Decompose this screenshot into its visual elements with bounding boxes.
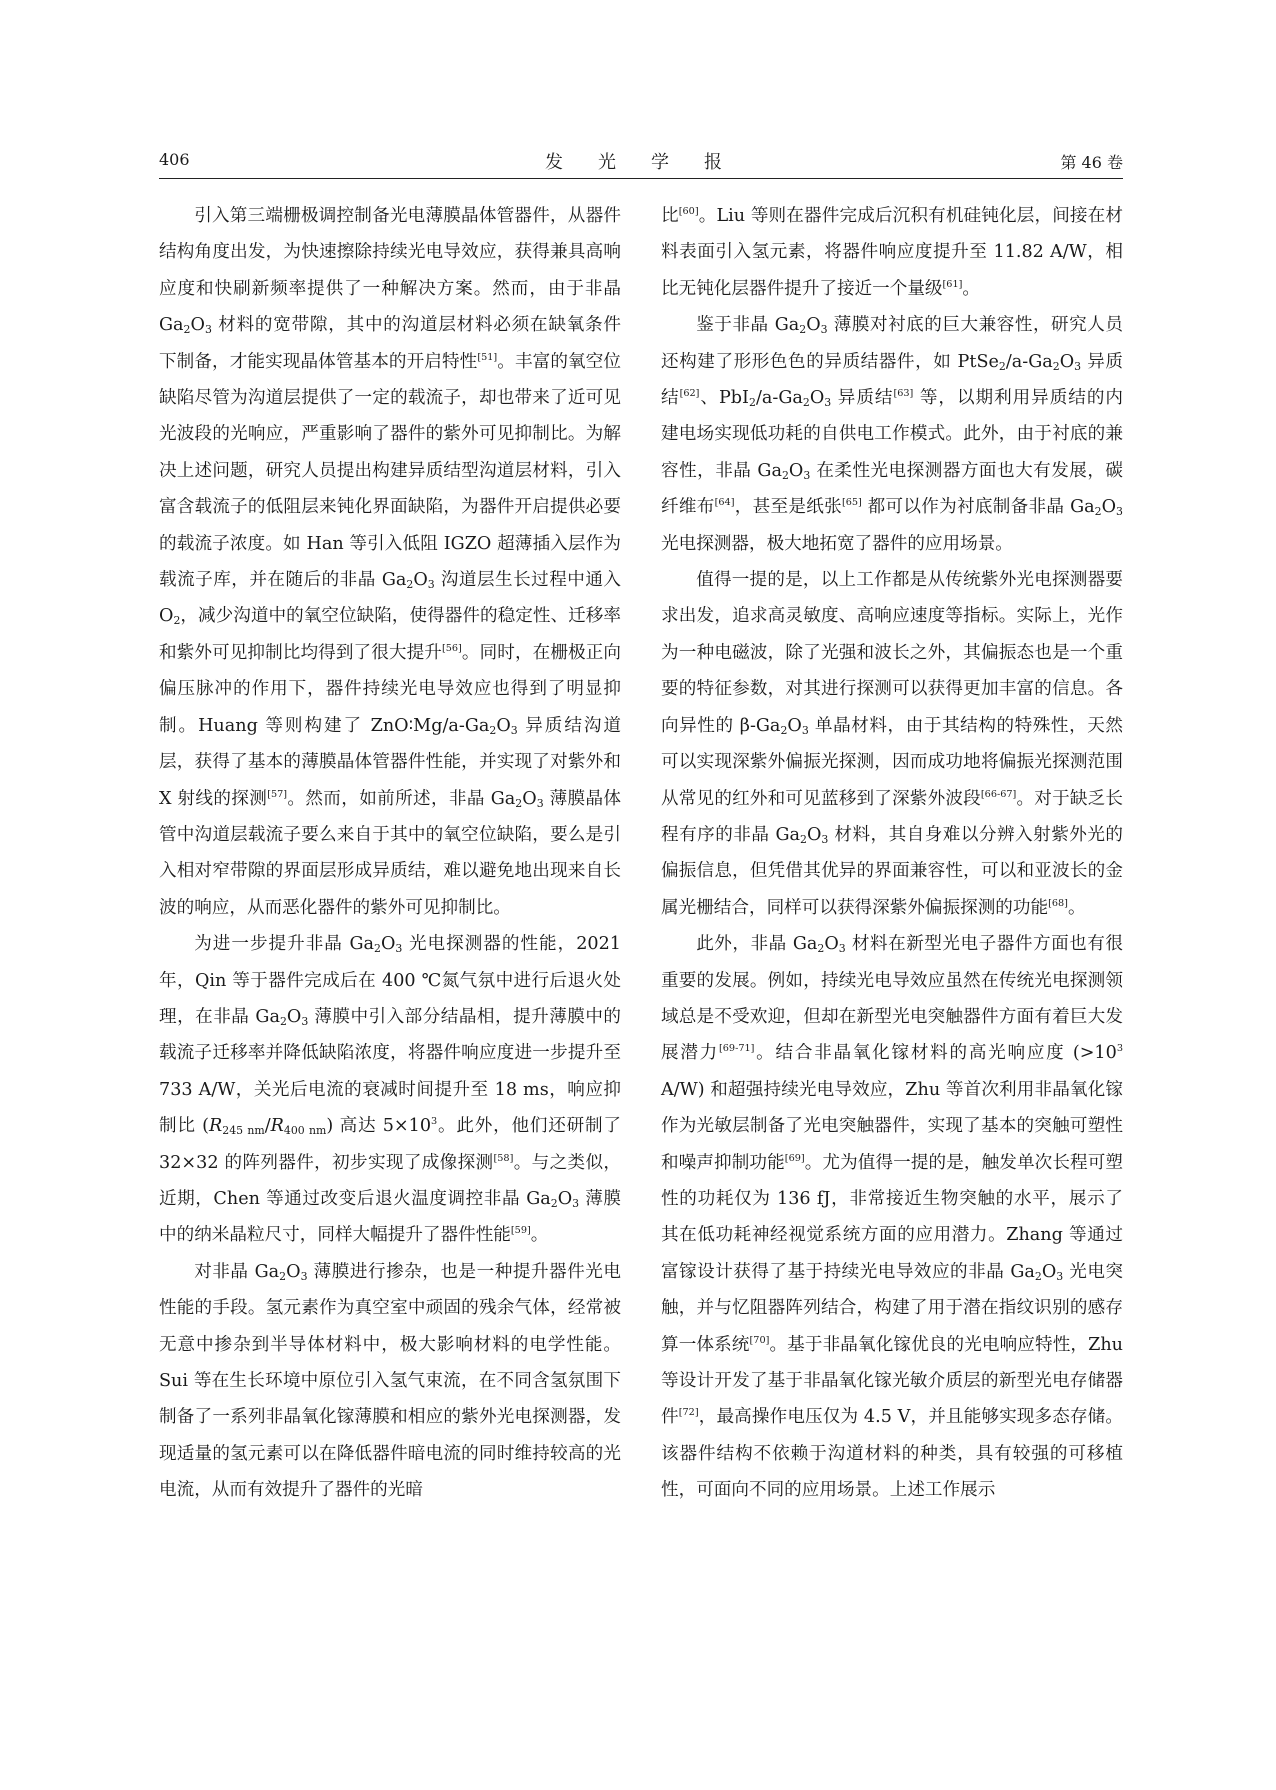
text-run: O bbox=[806, 315, 821, 336]
subscript: 2 bbox=[1094, 505, 1102, 519]
superscript: [63] bbox=[893, 387, 914, 399]
superscript: [51] bbox=[477, 351, 498, 363]
subscript: 3 bbox=[510, 723, 518, 737]
subscript: 2 bbox=[799, 323, 807, 337]
superscript: [61] bbox=[942, 278, 963, 290]
text-run: 。此外，他们还研制了 32×32 的阵列器件，初步实现了成像探测 bbox=[159, 1116, 621, 1173]
subscript: 2 bbox=[749, 396, 756, 410]
superscript: 3 bbox=[1116, 1043, 1123, 1055]
text-run: 薄膜进行掺杂，也是一种提升器件光电性能的手段。氢元素作为真空室中顽固的残余气体，经常被无意中掺杂到半导体材料中，极大影响材料的电学性能。Sui 等在生长环境中原位引入氢气束流，在不同含氢氛围下制备了一系列非晶氧化镓薄膜和相应的紫外光电探测器，发现适量的氢元素可以在降低器件暗电流的同时维持较高的光电流，从而有效提升了器件的光暗 bbox=[159, 1261, 621, 1501]
text-run: 异质结 bbox=[831, 388, 894, 409]
subscript: 2 bbox=[279, 1269, 287, 1283]
page-number: 406 bbox=[159, 150, 190, 169]
subscript: 3 bbox=[803, 468, 811, 482]
text-run: /a-Ga bbox=[755, 388, 803, 409]
subscript: 2 bbox=[279, 1014, 287, 1028]
text-run: 材料在新型光电子器件方面也有很重要的发展。例如，持续光电导效应虽然在传统光电探测领域总是不受欢迎，但却在新型光电突触器件方面有着巨大发展潜力 bbox=[661, 934, 1123, 1064]
text-run: O bbox=[1101, 497, 1117, 518]
subscript: 2 bbox=[800, 832, 807, 846]
text-run: A/W) 和超强持续光电导效应，Zhu 等首次利用非晶氧化镓作为光敏层制备了光电突触器件，实现了基本的突触可塑性和噪声抑制功能 bbox=[661, 1079, 1123, 1173]
subscript: 3 bbox=[427, 578, 435, 592]
subscript: 3 bbox=[300, 1269, 308, 1283]
subscript: 2 bbox=[802, 396, 810, 410]
subscript: 3 bbox=[204, 323, 212, 337]
volume-label: 第 46 卷 bbox=[1060, 153, 1123, 172]
text-run: 、PbI bbox=[699, 388, 749, 409]
superscript: [69] bbox=[784, 1152, 805, 1164]
text-run: 都可以作为衬底制备非晶 Ga bbox=[861, 497, 1095, 518]
text-run: 沟道层生长过程中通入 O bbox=[159, 570, 622, 627]
superscript: [72] bbox=[678, 1407, 699, 1419]
body-paragraph bbox=[661, 198, 1123, 307]
italic-symbol: R bbox=[209, 1116, 223, 1137]
text-run: O bbox=[788, 460, 804, 481]
subscript: 2 bbox=[489, 723, 497, 737]
subscript: 3 bbox=[801, 723, 809, 737]
subscript: 3 bbox=[1056, 1269, 1064, 1283]
superscript: 3 bbox=[431, 1115, 438, 1127]
text-run: 单晶材料，由于其结构的特殊性，天然可以实现深紫外偏振光探测，因而成功地将偏振光探测范围从常见的红外和可见蓝移到了深紫外波段 bbox=[661, 715, 1123, 809]
text-run: 异质结 bbox=[661, 351, 1124, 409]
text-run: O bbox=[496, 715, 511, 736]
text-run: 。丰富的氧空位缺陷尽管为沟道层提供了一定的载流子，却也带来了近可见光波段的光响应，严重影响了器件的紫外可见抑制比。为解决上述问题，研究人员提出构建异质结型沟道层材料，引入富含载流子的低阻层来钝化界面缺陷，为器件开启提供必要的载流子浓度。如 Han 等引入低阻 IGZO 超薄插入层作为载流子库，并在随后的非晶 Ga bbox=[159, 351, 621, 591]
text-run: 。基于非晶氧化镓优良的光电响应特性，Zhu 等设计开发了基于非晶氧化镓光敏介质层的新型光电存储器件 bbox=[661, 1334, 1123, 1428]
text-run: ，甚至是纸张 bbox=[734, 497, 842, 518]
text-run: 材料，其自身难以分辨入射紫外光的偏振信息，但凭借其优异的界面兼容性，可以和亚波长的金属光栅结合，同样可以获得深紫外偏振探测的功能 bbox=[661, 824, 1123, 918]
text-run: 。Liu 等则在器件完成后沉积有机硅钝化层，间接在材料表面引入氢元素，将器件响应度提升至 11.82 A/W，相比无钝化层器件提升了接近一个量级 bbox=[661, 206, 1123, 299]
superscript: [60] bbox=[678, 205, 699, 217]
text-run: 薄膜中引入部分结晶相，提升薄膜中的载流子迁移率并降低缺陷浓度，将器件响应度进一步提升至 733 A/W，关光后电流的衰减时间提升至 18 ms，响应抑制比 ( bbox=[159, 1006, 621, 1137]
text-run: 。然而，如前所述，非晶 Ga bbox=[287, 788, 516, 809]
subscript: 2 bbox=[998, 359, 1006, 373]
text-run: 光电突触，并与忆阻器阵列结合，构建了用于潜在指纹识别的感存算一体系统 bbox=[661, 1261, 1124, 1355]
text-run: 。尤为值得一提的是，触发单次长程可塑性的功耗仅为 136 fJ，非常接近生物突触的水平，展示了其在低功耗神经视觉系统方面的应用潜力。Zhang 等通过富镓设计获得了基于持续光电导效应的非晶 Ga bbox=[661, 1152, 1123, 1282]
body-paragraph bbox=[661, 307, 1123, 562]
subscript: 2 bbox=[183, 323, 191, 337]
subscript: 3 bbox=[838, 942, 846, 956]
text-run: 。 bbox=[1067, 897, 1086, 918]
subscript: 3 bbox=[820, 323, 828, 337]
text-run: / bbox=[264, 1116, 271, 1137]
superscript: [56] bbox=[441, 642, 462, 654]
subscript: 2 bbox=[406, 578, 414, 592]
subscript: 2 bbox=[515, 796, 523, 810]
text-run: O bbox=[380, 934, 396, 955]
text-run: O bbox=[1059, 351, 1075, 372]
text-run: 为进一步提升非晶 Ga bbox=[194, 934, 375, 955]
subscript: 3 bbox=[1116, 505, 1123, 519]
body-paragraph bbox=[159, 926, 621, 1254]
text-run: ，减少沟道中的氧空位缺陷，使得器件的稳定性、迁移率和紫外可见抑制比均得到了很大提升 bbox=[159, 606, 621, 663]
text-run: O bbox=[1041, 1261, 1057, 1282]
superscript: [70] bbox=[749, 1334, 770, 1346]
text-run: O bbox=[787, 715, 802, 736]
text-run: O bbox=[522, 788, 537, 809]
right-column bbox=[661, 198, 1123, 1509]
text-run: 在柔性光电探测器方面也大有发展，碳纤维布 bbox=[661, 460, 1123, 518]
subscript: 3 bbox=[824, 396, 832, 410]
subscript: 2 bbox=[550, 1197, 558, 1211]
text-run: 比 bbox=[661, 206, 679, 226]
left-column bbox=[159, 198, 621, 1509]
text-run: O bbox=[190, 315, 205, 336]
superscript: [64] bbox=[714, 497, 735, 508]
subscript: 2 bbox=[1034, 1269, 1042, 1283]
subscript: 3 bbox=[821, 832, 829, 846]
text-run: 值得一提的是，以上工作都是从传统紫外光电探测器要求出发，追求高灵敏度、高响应速度等指标。实际上，光作为一种电磁波，除了光强和波长之外，其偏振态也是一个重要的特征参数，对其进行探测可以获得更加丰富的信息。各向异性的 β-Ga bbox=[661, 570, 1123, 736]
superscript: [65] bbox=[841, 497, 862, 508]
text-run: ，最高操作电压仅为 4.5 V，并且能够实现多态存储。该器件结构不依赖于沟道材料的种类，具有较强的可移植性，可面向不同的应用场景。上述工作展示 bbox=[661, 1407, 1123, 1501]
superscript: [57] bbox=[267, 788, 288, 800]
superscript: [58] bbox=[493, 1152, 514, 1164]
superscript: [69-71] bbox=[719, 1043, 755, 1055]
superscript: [62] bbox=[679, 387, 700, 399]
text-run: 光电探测器，极大地拓宽了器件的应用场景。 bbox=[661, 533, 1013, 554]
subscript: 245 nm bbox=[222, 1124, 265, 1138]
text-run: O bbox=[286, 1261, 301, 1282]
superscript: [66-67] bbox=[980, 788, 1017, 800]
text-run: 薄膜晶体管中沟道层载流子要么来自于其中的氧空位缺陷，要么是引入相对窄带隙的界面层形成异质结，难以避免地出现来自长波的响应，从而恶化器件的紫外可见抑制比。 bbox=[159, 788, 622, 918]
text-run: O bbox=[809, 388, 825, 409]
italic-symbol: R bbox=[270, 1116, 284, 1137]
subscript: 2 bbox=[173, 614, 181, 628]
text-run: 。结合非晶氧化镓材料的高光响应度 (>10 bbox=[754, 1043, 1117, 1064]
superscript: [68] bbox=[1048, 897, 1068, 909]
text-run: /a-Ga bbox=[1005, 351, 1053, 372]
text-run: 。与之类似，近期，Chen 等通过改变后退火温度调控非晶 Ga bbox=[159, 1152, 621, 1209]
text-run: O bbox=[806, 824, 822, 845]
subscript: 3 bbox=[301, 1014, 309, 1028]
text-run: 光电探测器的性能，2021 年，Qin 等于器件完成后在 400 ℃氮气氛中进行后退火处理，在非晶 Ga bbox=[159, 934, 621, 1027]
text-run: 。 bbox=[530, 1225, 549, 1246]
body-paragraph bbox=[159, 198, 621, 926]
text-run: 。 bbox=[962, 278, 980, 299]
text-run: 引入第三端栅极调控制备光电薄膜晶体管器件，从器件结构角度出发，为快速擦除持续光电导效应，获得兼具高响应度和快刷新频率提供了一种解决方案。然而，由于非晶 Ga bbox=[159, 206, 621, 336]
subscript: 2 bbox=[817, 942, 825, 956]
subscript: 3 bbox=[395, 942, 403, 956]
text-run: 鉴于非晶 Ga bbox=[696, 315, 800, 336]
text-run: 薄膜中的纳米晶粒尺寸，同样大幅提升了器件性能 bbox=[159, 1188, 621, 1246]
subscript: 2 bbox=[1052, 359, 1060, 373]
text-run: O bbox=[824, 934, 839, 955]
text-run: 。对于缺乏长程有序的非晶 Ga bbox=[661, 788, 1123, 845]
subscript: 400 nm bbox=[283, 1124, 327, 1138]
text-run: O bbox=[557, 1188, 573, 1209]
text-run: ) 高达 5×10 bbox=[326, 1116, 432, 1137]
subscript: 3 bbox=[572, 1197, 580, 1211]
subscript: 2 bbox=[780, 723, 788, 737]
superscript: [59] bbox=[510, 1225, 531, 1237]
text-run: 薄膜对衬底的巨大兼容性，研究人员还构建了形形色色的异质结器件，如 PtSe bbox=[661, 315, 1123, 372]
text-run: 。同时，在栅极正向偏压脉冲的作用下，器件持续光电导效应也得到了明显抑制。Huang 等则构建了 ZnO∶Mg/a-Ga bbox=[159, 642, 621, 736]
running-header bbox=[159, 150, 1123, 179]
body-paragraph bbox=[661, 926, 1123, 1509]
text-run: 异质结沟道层，获得了基本的薄膜晶体管器件性能，并实现了对紫外和 X 射线的探测 bbox=[159, 715, 621, 809]
text-run: 材料的宽带隙，其中的沟道层材料必须在缺氧条件下制备，才能实现晶体管基本的开启特性 bbox=[159, 315, 621, 372]
text-run: 等，以期利用异质结的内建电场实现低功耗的自供电工作模式。此外，由于衬底的兼容性，非晶 Ga bbox=[661, 388, 1124, 481]
text-run: 此外，非晶 Ga bbox=[696, 934, 818, 955]
text-run: O bbox=[286, 1006, 302, 1027]
subscript: 2 bbox=[781, 468, 789, 482]
subscript: 2 bbox=[374, 942, 381, 956]
subscript: 3 bbox=[1074, 359, 1082, 373]
body-paragraph bbox=[159, 1254, 621, 1509]
subscript: 3 bbox=[536, 796, 544, 810]
text-run: O bbox=[413, 570, 428, 591]
body-paragraph bbox=[661, 562, 1123, 926]
text-run: 对非晶 Ga bbox=[194, 1261, 280, 1282]
journal-title: 发光学报 bbox=[545, 152, 757, 173]
